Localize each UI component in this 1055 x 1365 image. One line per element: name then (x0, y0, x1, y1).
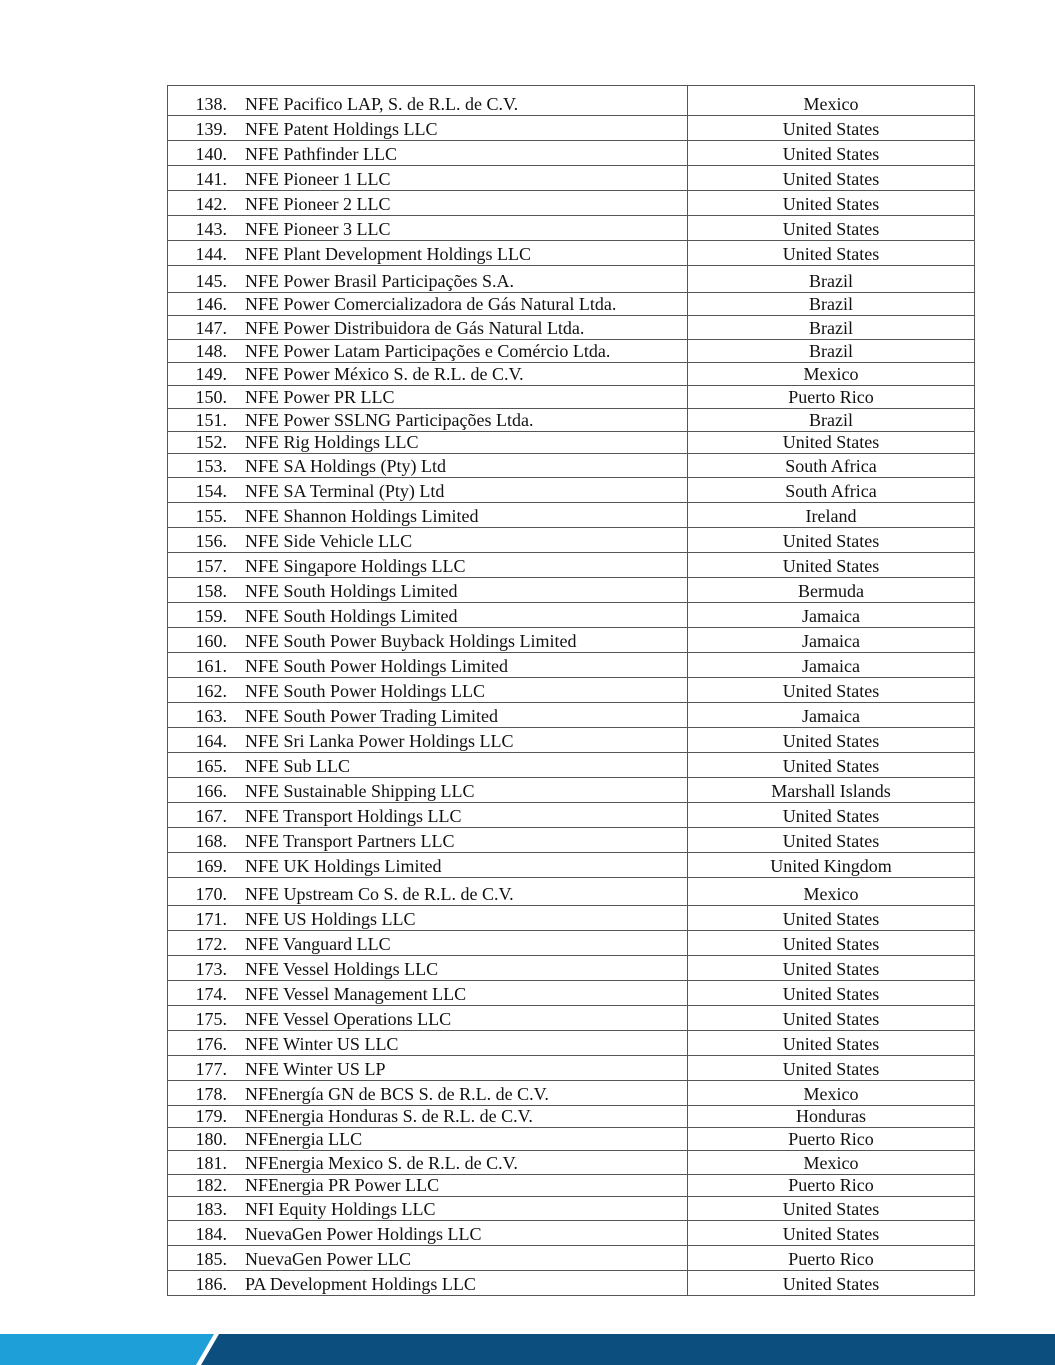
jurisdiction-cell: Jamaica (688, 653, 975, 678)
entity-name: NFE Pioneer 1 LLC (245, 169, 391, 190)
jurisdiction-cell: Brazil (688, 340, 975, 363)
row-number: 158. (195, 581, 227, 602)
jurisdiction-cell: United States (688, 1056, 975, 1081)
jurisdiction-cell: Mexico (688, 1081, 975, 1106)
table-row (168, 778, 975, 803)
table-row (168, 1197, 975, 1221)
row-number: 171. (195, 909, 227, 930)
entity-name: NFEnergía GN de BCS S. de R.L. de C.V. (245, 1084, 549, 1105)
table-row (168, 340, 975, 363)
entity-cell (168, 678, 688, 703)
row-number: 148. (195, 341, 227, 362)
subsidiaries-table-body (168, 86, 975, 1296)
entity-cell (168, 454, 688, 478)
jurisdiction-cell: Puerto Rico (688, 1246, 975, 1271)
table-row (168, 241, 975, 266)
row-number: 150. (195, 387, 227, 408)
row-number: 163. (195, 706, 227, 727)
entity-name: NFE Transport Partners LLC (245, 831, 455, 852)
row-number: 186. (195, 1274, 227, 1295)
row-number: 177. (195, 1059, 227, 1080)
table-row (168, 1081, 975, 1106)
table-row (168, 753, 975, 778)
jurisdiction-cell: United States (688, 956, 975, 981)
table-row (168, 86, 975, 116)
entity-cell (168, 432, 688, 454)
entity-cell (168, 1197, 688, 1221)
jurisdiction-cell: Jamaica (688, 603, 975, 628)
entity-cell (168, 1031, 688, 1056)
jurisdiction-cell: United States (688, 141, 975, 166)
table-row (168, 956, 975, 981)
jurisdiction-cell: United Kingdom (688, 853, 975, 878)
entity-name: NFEnergia Mexico S. de R.L. de C.V. (245, 1153, 518, 1174)
jurisdiction-cell: United States (688, 803, 975, 828)
jurisdiction-cell: South Africa (688, 454, 975, 478)
table-row (168, 116, 975, 141)
row-number: 167. (195, 806, 227, 827)
table-row (168, 1271, 975, 1296)
table-row (168, 409, 975, 432)
table-row (168, 363, 975, 386)
row-number: 182. (195, 1175, 227, 1196)
jurisdiction-cell: United States (688, 981, 975, 1006)
row-number: 165. (195, 756, 227, 777)
table-row (168, 166, 975, 191)
entity-name: NFE SA Terminal (Pty) Ltd (245, 481, 445, 502)
entity-name: NuevaGen Power LLC (245, 1249, 411, 1270)
entity-name: NFE UK Holdings Limited (245, 856, 442, 877)
entity-cell (168, 216, 688, 241)
jurisdiction-cell: United States (688, 216, 975, 241)
entity-name: NuevaGen Power Holdings LLC (245, 1224, 482, 1245)
table-row (168, 803, 975, 828)
entity-name: NFE Transport Holdings LLC (245, 806, 462, 827)
entity-cell (168, 906, 688, 931)
entity-cell (168, 1175, 688, 1197)
jurisdiction-cell: Brazil (688, 409, 975, 432)
entity-name: NFE US Holdings LLC (245, 909, 416, 930)
jurisdiction-cell: Bermuda (688, 578, 975, 603)
entity-cell (168, 828, 688, 853)
jurisdiction-cell: Honduras (688, 1106, 975, 1128)
entity-cell (168, 316, 688, 340)
entity-cell (168, 1106, 688, 1128)
entity-cell (168, 753, 688, 778)
row-number: 159. (195, 606, 227, 627)
entity-cell (168, 1128, 688, 1151)
jurisdiction-cell: United States (688, 1271, 975, 1296)
entity-cell (168, 1151, 688, 1175)
entity-name: PA Development Holdings LLC (245, 1274, 476, 1295)
table-row (168, 432, 975, 454)
entity-cell (168, 293, 688, 316)
jurisdiction-cell: Brazil (688, 293, 975, 316)
row-number: 176. (195, 1034, 227, 1055)
table-row (168, 141, 975, 166)
entity-cell (168, 578, 688, 603)
entity-name: NFE Power Latam Participações e Comércio Ltda. (245, 341, 611, 362)
row-number: 154. (195, 481, 227, 502)
jurisdiction-cell: United States (688, 432, 975, 454)
row-number: 147. (195, 318, 227, 339)
row-number: 140. (195, 144, 227, 165)
table-row (168, 628, 975, 653)
jurisdiction-cell: Mexico (688, 86, 975, 116)
row-number: 162. (195, 681, 227, 702)
entity-name: NFE Power PR LLC (245, 387, 395, 408)
jurisdiction-cell: United States (688, 553, 975, 578)
table-row (168, 578, 975, 603)
jurisdiction-cell: Ireland (688, 503, 975, 528)
row-number: 149. (195, 364, 227, 385)
entity-cell (168, 778, 688, 803)
entity-cell (168, 340, 688, 363)
table-row (168, 653, 975, 678)
entity-name: NFE South Power Holdings Limited (245, 656, 509, 677)
entity-cell (168, 878, 688, 906)
table-row (168, 1175, 975, 1197)
jurisdiction-cell: Mexico (688, 363, 975, 386)
entity-cell (168, 503, 688, 528)
footer-band (0, 1334, 1055, 1365)
row-number: 180. (195, 1129, 227, 1150)
entity-name: NFE Power SSLNG Participações Ltda. (245, 410, 534, 431)
entity-name: NFEnergia PR Power LLC (245, 1175, 440, 1196)
entity-name: NFE South Holdings Limited (245, 606, 458, 627)
jurisdiction-cell: United States (688, 116, 975, 141)
table-row (168, 1246, 975, 1271)
entity-cell (168, 141, 688, 166)
entity-cell (168, 528, 688, 553)
entity-cell (168, 478, 688, 503)
entity-name: NFE Winter US LLC (245, 1034, 399, 1055)
entity-name: NFE South Power Holdings LLC (245, 681, 486, 702)
row-number: 143. (195, 219, 227, 240)
table-row (168, 553, 975, 578)
entity-cell (168, 363, 688, 386)
jurisdiction-cell: Puerto Rico (688, 1128, 975, 1151)
entity-cell (168, 1056, 688, 1081)
entity-name: NFE Vessel Management LLC (245, 984, 467, 1005)
row-number: 141. (195, 169, 227, 190)
jurisdiction-cell: Puerto Rico (688, 1175, 975, 1197)
table-row (168, 1151, 975, 1175)
table-row (168, 216, 975, 241)
jurisdiction-cell: Jamaica (688, 703, 975, 728)
row-number: 156. (195, 531, 227, 552)
jurisdiction-cell: Marshall Islands (688, 778, 975, 803)
entity-cell (168, 86, 688, 116)
subsidiaries-table (167, 85, 975, 1296)
jurisdiction-cell: United States (688, 528, 975, 553)
table-row (168, 1128, 975, 1151)
entity-name: NFE Power México S. de R.L. de C.V. (245, 364, 524, 385)
jurisdiction-cell: United States (688, 166, 975, 191)
jurisdiction-cell: United States (688, 931, 975, 956)
table-row (168, 316, 975, 340)
entity-name: NFI Equity Holdings LLC (245, 1199, 436, 1220)
table-row (168, 981, 975, 1006)
table-row (168, 728, 975, 753)
row-number: 183. (195, 1199, 227, 1220)
row-number: 161. (195, 656, 227, 677)
table-row (168, 906, 975, 931)
row-number: 151. (195, 410, 227, 431)
jurisdiction-cell: United States (688, 828, 975, 853)
table-row (168, 931, 975, 956)
row-number: 164. (195, 731, 227, 752)
row-number: 172. (195, 934, 227, 955)
entity-name: NFE Power Distribuidora de Gás Natural Ltda. (245, 318, 585, 339)
row-number: 152. (195, 432, 227, 453)
table-row (168, 1056, 975, 1081)
row-number: 157. (195, 556, 227, 577)
entity-name: NFE Sustainable Shipping LLC (245, 781, 475, 802)
entity-cell (168, 628, 688, 653)
entity-cell (168, 728, 688, 753)
entity-name: NFE Pathfinder LLC (245, 144, 397, 165)
table-row (168, 1221, 975, 1246)
entity-name: NFE Upstream Co S. de R.L. de C.V. (245, 884, 514, 905)
row-number: 142. (195, 194, 227, 215)
table-row (168, 528, 975, 553)
entity-name: NFE Pioneer 2 LLC (245, 194, 391, 215)
entity-cell (168, 931, 688, 956)
entity-cell (168, 1221, 688, 1246)
row-number: 179. (195, 1106, 227, 1127)
entity-cell (168, 1081, 688, 1106)
row-number: 175. (195, 1009, 227, 1030)
entity-cell (168, 116, 688, 141)
entity-cell (168, 166, 688, 191)
row-number: 184. (195, 1224, 227, 1245)
table-row (168, 828, 975, 853)
row-number: 155. (195, 506, 227, 527)
row-number: 181. (195, 1153, 227, 1174)
table-row (168, 1031, 975, 1056)
entity-name: NFE SA Holdings (Pty) Ltd (245, 456, 447, 477)
row-number: 174. (195, 984, 227, 1005)
entity-name: NFE South Power Buyback Holdings Limited (245, 631, 577, 652)
entity-name: NFE Power Brasil Participações S.A. (245, 271, 514, 292)
table-row (168, 703, 975, 728)
jurisdiction-cell: United States (688, 1221, 975, 1246)
entity-name: NFEnergia LLC (245, 1129, 363, 1150)
jurisdiction-cell: Brazil (688, 316, 975, 340)
row-number: 144. (195, 244, 227, 265)
entity-name: NFE South Power Trading Limited (245, 706, 499, 727)
table-row (168, 853, 975, 878)
row-number: 160. (195, 631, 227, 652)
footer-band-light (0, 1334, 214, 1365)
jurisdiction-cell: United States (688, 1006, 975, 1031)
row-number: 153. (195, 456, 227, 477)
entity-cell (168, 603, 688, 628)
entity-cell (168, 553, 688, 578)
entity-name: NFE Patent Holdings LLC (245, 119, 438, 140)
row-number: 138. (195, 94, 227, 115)
entity-name: NFEnergia Honduras S. de R.L. de C.V. (245, 1106, 533, 1127)
entity-name: NFE Shannon Holdings Limited (245, 506, 479, 527)
row-number: 170. (195, 884, 227, 905)
table-row (168, 878, 975, 906)
entity-name: NFE Vanguard LLC (245, 934, 391, 955)
row-number: 166. (195, 781, 227, 802)
row-number: 173. (195, 959, 227, 980)
jurisdiction-cell: United States (688, 1031, 975, 1056)
jurisdiction-cell: United States (688, 906, 975, 931)
jurisdiction-cell: United States (688, 1197, 975, 1221)
jurisdiction-cell: South Africa (688, 478, 975, 503)
footer-band-dark (201, 1334, 1055, 1365)
jurisdiction-cell: United States (688, 728, 975, 753)
entity-cell (168, 803, 688, 828)
entity-cell (168, 853, 688, 878)
entity-name: NFE Winter US LP (245, 1059, 386, 1080)
entity-name: NFE Plant Development Holdings LLC (245, 244, 531, 265)
entity-name: NFE Pioneer 3 LLC (245, 219, 391, 240)
entity-cell (168, 653, 688, 678)
row-number: 145. (195, 271, 227, 292)
entity-cell (168, 266, 688, 293)
jurisdiction-cell: United States (688, 191, 975, 216)
entity-name: NFE Vessel Holdings LLC (245, 959, 439, 980)
jurisdiction-cell: United States (688, 241, 975, 266)
row-number: 139. (195, 119, 227, 140)
jurisdiction-cell: Brazil (688, 266, 975, 293)
entity-cell (168, 703, 688, 728)
jurisdiction-cell: Jamaica (688, 628, 975, 653)
entity-name: NFE Rig Holdings LLC (245, 432, 419, 453)
entity-cell (168, 191, 688, 216)
row-number: 168. (195, 831, 227, 852)
table-row (168, 603, 975, 628)
entity-name: NFE Singapore Holdings LLC (245, 556, 466, 577)
row-number: 169. (195, 856, 227, 877)
entity-cell (168, 1006, 688, 1031)
jurisdiction-cell: United States (688, 678, 975, 703)
entity-name: NFE South Holdings Limited (245, 581, 458, 602)
entity-cell (168, 981, 688, 1006)
entity-cell (168, 1271, 688, 1296)
table-row (168, 503, 975, 528)
row-number: 178. (195, 1084, 227, 1105)
table-row (168, 293, 975, 316)
entity-name: NFE Vessel Operations LLC (245, 1009, 452, 1030)
entity-name: NFE Power Comercializadora de Gás Natural Ltda. (245, 294, 617, 315)
table-row (168, 191, 975, 216)
jurisdiction-cell: Mexico (688, 1151, 975, 1175)
table-row (168, 678, 975, 703)
entity-cell (168, 241, 688, 266)
entity-cell (168, 386, 688, 409)
table-row (168, 386, 975, 409)
entity-name: NFE Sub LLC (245, 756, 351, 777)
entity-name: NFE Pacifico LAP, S. de R.L. de C.V. (245, 94, 519, 115)
entity-cell (168, 1246, 688, 1271)
table-row (168, 266, 975, 293)
row-number: 146. (195, 294, 227, 315)
entity-name: NFE Side Vehicle LLC (245, 531, 413, 552)
table-row (168, 454, 975, 478)
table-row (168, 1106, 975, 1128)
jurisdiction-cell: United States (688, 753, 975, 778)
entity-cell (168, 956, 688, 981)
jurisdiction-cell: Mexico (688, 878, 975, 906)
entity-cell (168, 409, 688, 432)
jurisdiction-cell: Puerto Rico (688, 386, 975, 409)
table-row (168, 478, 975, 503)
row-number: 185. (195, 1249, 227, 1270)
table-row (168, 1006, 975, 1031)
entity-name: NFE Sri Lanka Power Holdings LLC (245, 731, 514, 752)
